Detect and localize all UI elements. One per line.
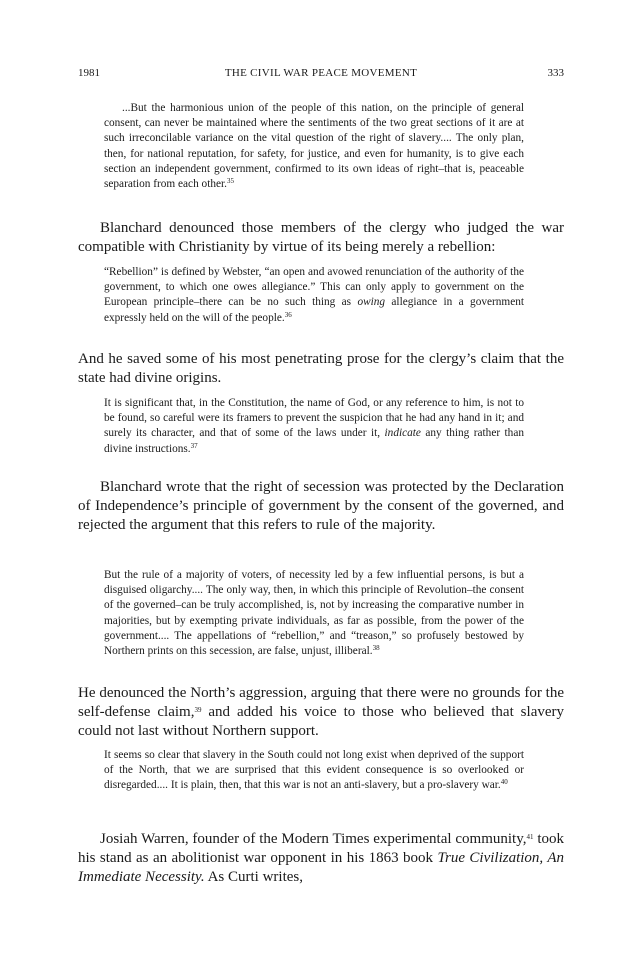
block-quote-constitution [104, 396, 524, 457]
journal-year: 1981 [78, 67, 100, 79]
emphasis: owing [357, 296, 386, 309]
paragraph-text: And he saved some of his most penetrating prose for the clergy’s claim that the state had divine origins. [78, 351, 564, 386]
running-header [78, 67, 564, 83]
page-number: 333 [547, 67, 564, 79]
footnote-ref: 38 [372, 644, 380, 653]
footnote-ref: 37 [190, 441, 198, 450]
footnote-ref: 40 [500, 778, 508, 787]
footnote-ref: 41 [526, 833, 534, 841]
paragraph-text: Blanchard denounced those members of the clergy who judged the war compatible with Christianity by virtue of its being merely a rebellion: [78, 220, 564, 255]
block-quote-harmonious-union [104, 101, 524, 192]
paragraph-secession-right [78, 478, 564, 535]
block-quote-rebellion [104, 265, 524, 326]
quote-text: But the rule of a majority of voters, of necessity led by a few influential persons, is but a disguised oligarchy.... The only way, then, in which this principle of Revolution–the consent of the governed–can be truly accomplished, is, not by increasing the comparative number in majorities, but by exempting private individuals, as far as possible, from the power of the government.... The appellations of “rebellion,” and “treason,” so profusely bestowed by Northern prints on this secession, are false, unjust, illiberal. [104, 569, 524, 658]
quote-text-end: allegiance in a government expressly held on the will of the people. [104, 296, 525, 324]
quote-text: It is significant that, in the Constitution, the name of God, or any reference to him, is not to be found, so careful were its framers to prevent the suspicion that he had any hand in it; and surely its character, and that of some of the laws under it, [104, 397, 524, 440]
paragraph-blanchard-clergy [78, 219, 564, 257]
quote-text: “Rebellion” is defined by Webster, “an open and avowed renunciation of the authority of the government, to which one owes allegiance.” This can only apply to government on the European principle–there can be no such thing as [104, 266, 524, 309]
quote-text: It seems so clear that slavery in the South could not long exist when deprived of the support of the North, that we are surprised that this evident consequence is so overlooked or disregarded.... It is plain, then, that this war is not an anti-slavery, but a pro-slavery war. [104, 749, 524, 792]
paragraph-text: Josiah Warren, founder of the Modern Times experimental community, [100, 831, 527, 847]
block-quote-slavery-support [104, 748, 524, 794]
footnote-ref: 36 [284, 310, 292, 319]
paragraph-text: He denounced the North’s aggression, arguing that there were no grounds for the self-defense claim, [78, 685, 564, 720]
book-title: True Civilization, An Immediate Necessity. [78, 850, 564, 885]
paragraph-divine-origins [78, 350, 564, 388]
quote-text: ...But the harmonious union of the people of this nation, on the principle of general consent, can never be maintained where the sentiments of the two great sections of it are at such irreconcilable variance on the vital question of the right of slavery.... The only plan, then, for national reputation, for safety, for justice, and even for humanity, is to give each section an independent government, confirmed to its own ideas of right–that is, peaceable separation from each other. [104, 102, 524, 191]
footnote-ref: 35 [226, 177, 234, 186]
paragraph-text-end: As Curti writes, [204, 869, 303, 885]
quote-text-end: any thing rather than divine instructions. [104, 427, 524, 455]
paragraph-josiah-warren [78, 830, 564, 887]
emphasis: indicate [384, 427, 421, 440]
paragraph-text-middle: took his stand as an abolitionist war opponent in his 1863 book [78, 831, 565, 866]
footnote-ref: 39 [194, 706, 202, 714]
paragraph-north-aggression [78, 684, 564, 741]
running-title: THE CIVIL WAR PEACE MOVEMENT [224, 67, 418, 79]
paragraph-text: Blanchard wrote that the right of secession was protected by the Declaration of Independence’s principle of government by the consent of the governed, and rejected the argument that this refers to rule of the majority. [78, 479, 564, 533]
paragraph-text-end: and added his voice to those who believed that slavery could not last without Northern support. [78, 704, 564, 739]
block-quote-majority-rule [104, 568, 524, 659]
